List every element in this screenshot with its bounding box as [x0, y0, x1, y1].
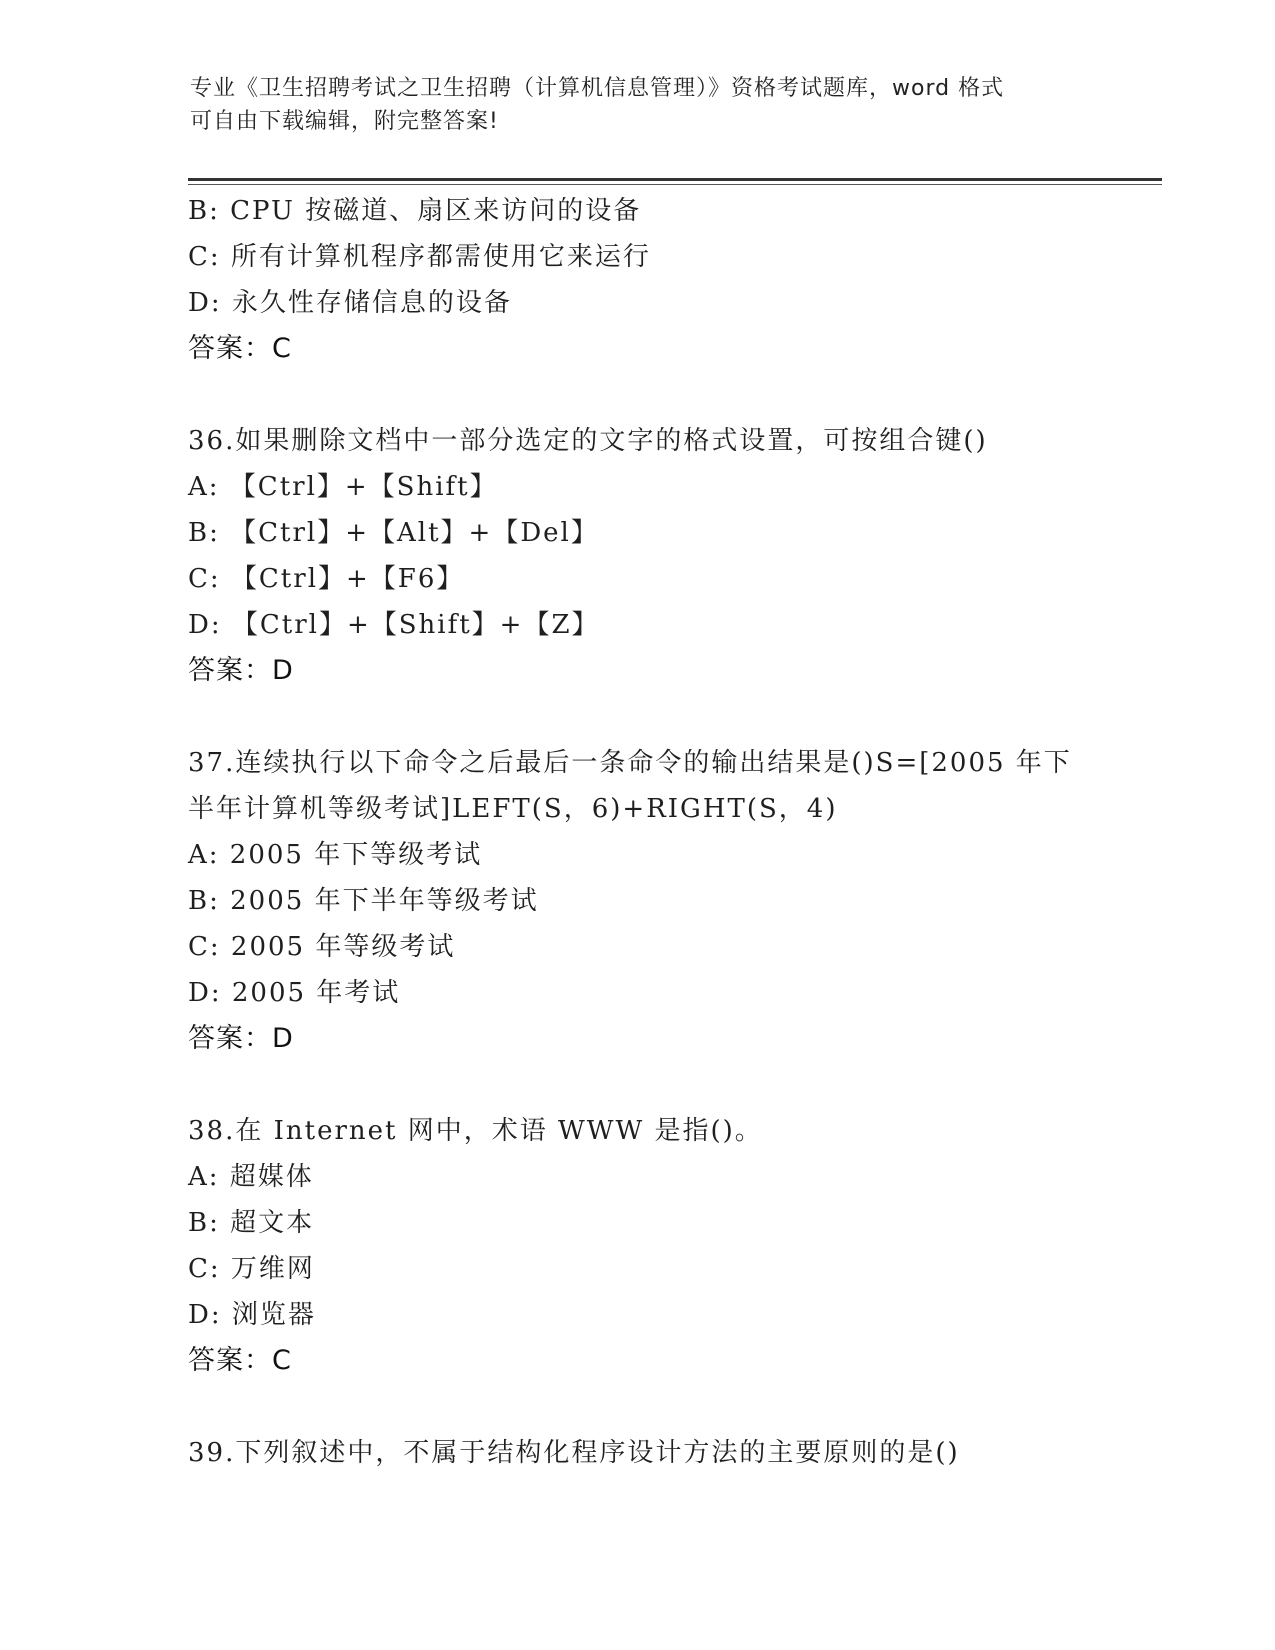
answer-line: 答案：D — [188, 655, 294, 686]
question-stem: 36.如果删除文档中一部分选定的文字的格式设置，可按组合键() — [188, 426, 988, 456]
header-title-line-2: 可自由下载编辑，附完整答案! — [190, 109, 499, 134]
option-b: B: CPU 按磁道、扇区来访问的设备 — [188, 196, 642, 226]
question-stem: 39.下列叙述中，不属于结构化程序设计方法的主要原则的是() — [188, 1438, 960, 1468]
question-stem: 38.在 Internet 网中，术语 WWW 是指()。 — [188, 1116, 763, 1146]
spacer — [188, 372, 1148, 418]
option-d: D: 2005 年考试 — [188, 978, 401, 1008]
spacer — [188, 1062, 1148, 1108]
question-35-continued — [188, 188, 1148, 372]
option-a: A: 【Ctrl】+【Shift】 — [188, 472, 498, 502]
question-38 — [188, 1108, 1148, 1384]
question-stem-line-1: 37.连续执行以下命令之后最后一条命令的输出结果是()S=[2005 年下 — [188, 748, 1072, 778]
option-b: B: 【Ctrl】+【Alt】+【Del】 — [188, 518, 599, 548]
question-37 — [188, 740, 1148, 1062]
header-title-line-1: 专业《卫生招聘考试之卫生招聘（计算机信息管理）》资格考试题库，word 格式 — [190, 76, 1005, 101]
option-a: A: 超媒体 — [188, 1162, 314, 1192]
option-c: C: 万维网 — [188, 1254, 315, 1284]
option-d: D: 永久性存储信息的设备 — [188, 288, 512, 318]
option-a: A: 2005 年下等级考试 — [188, 840, 483, 870]
header-divider-thick — [188, 178, 1162, 181]
option-d: D: 浏览器 — [188, 1300, 316, 1330]
spacer — [188, 694, 1148, 740]
option-c: C: 2005 年等级考试 — [188, 932, 456, 962]
header-divider-thin — [188, 184, 1162, 185]
answer-line: 答案：C — [188, 333, 292, 364]
option-c: C: 所有计算机程序都需使用它来运行 — [188, 242, 651, 272]
question-list — [188, 188, 1148, 1476]
spacer — [188, 1384, 1148, 1430]
question-36 — [188, 418, 1148, 694]
answer-line: 答案：D — [188, 1023, 294, 1054]
option-b: B: 2005 年下半年等级考试 — [188, 886, 539, 916]
option-b: B: 超文本 — [188, 1208, 315, 1238]
answer-line: 答案：C — [188, 1345, 292, 1376]
question-stem-line-2: 半年计算机等级考试]LEFT(S，6)+RIGHT(S，4) — [188, 794, 838, 824]
document-header — [190, 72, 1090, 138]
question-39 — [188, 1430, 1148, 1476]
option-d: D: 【Ctrl】+【Shift】+【Z】 — [188, 610, 600, 640]
option-c: C: 【Ctrl】+【F6】 — [188, 564, 465, 594]
